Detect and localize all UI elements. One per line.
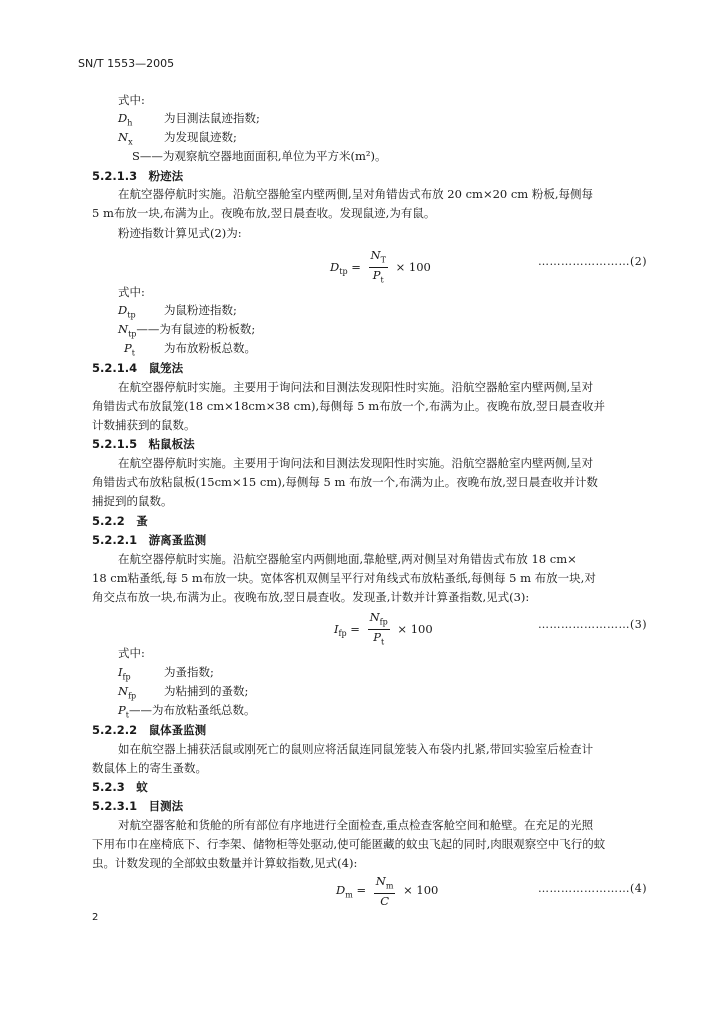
paragraph-line: 粉迹指数计算见式(2)为:: [118, 226, 242, 240]
variable-row: $I_{fp}$ 为蚤指数;: [118, 665, 214, 682]
variable-row: $P_t$ 为布放粉板总数。: [124, 341, 256, 358]
section-heading: 5.2.1.5 粘鼠板法: [92, 437, 195, 451]
equation-4: $D_m$ = $\frac{N_m}{C}$ × 100: [336, 874, 439, 909]
paragraph-line: 18 cm粘蚤纸,每 5 m布放一块。宽体客机双侧呈平行对角线式布放粘蚤纸,每侧每 5 m 布放一块,对: [92, 571, 596, 585]
section-heading: 5.2.1.4 鼠笼法: [92, 361, 184, 375]
paragraph-line: 在航空器停航时实施。沿航空器舱室内两側地面,靠舱壁,两对侧呈对角错齿式布放 18 cm×: [118, 552, 577, 566]
standard-number: SN/T 1553—2005: [78, 57, 175, 70]
section-heading: 5.2.1.3 粉迹法: [92, 169, 184, 183]
paragraph-line: 角交点布放一块,布满为止。夜晚布放,翌日晨查收。发现蚤,计数并计算蚤指数,见式(3):: [92, 590, 530, 604]
paragraph-line: 在航空器停航时实施。沿航空器舱室内壁两側,呈对角错齿式布放 20 cm×20 cm 粉板,每侧每: [118, 187, 594, 201]
paragraph-line: 在航空器停航时实施。主要用于询问法和目测法发现阳性时实施。沿航空器舱室内壁两侧,呈对: [118, 456, 594, 470]
section-heading: 5.2.2.1 游离蚤监测: [92, 533, 207, 547]
variable-row: $D_h$ 为目測法鼠迹指数;: [118, 111, 260, 128]
equation-number: ……………………(2): [538, 255, 648, 268]
paragraph-line: 捕捉到的鼠数。: [92, 494, 173, 508]
paragraph-line: 虫。计数发现的全部蚊虫数量并计算蚊指数,见式(4):: [92, 856, 358, 870]
paragraph-line: 数鼠体上的寄生蚤数。: [92, 761, 207, 775]
where-label: 式中:: [118, 285, 145, 299]
variable-row: $D_{tp}$ 为鼠粉迹指数;: [118, 303, 237, 320]
paragraph-line: 角错齿式布放鼠笼(18 cm×18cm×38 cm),每侧每 5 m布放一个,布满为止。夜晚布放,翌日晨查收并: [92, 399, 605, 413]
paragraph-line: 计数捕获到的鼠数。: [92, 418, 196, 432]
paragraph-line: 下用布巾在座椅底下、行李架、储物柜等处驱动,使可能匿藏的蚊虫飞起的同时,肉眼观察空中飞行的蚊: [92, 837, 606, 851]
where-label: 式中:: [118, 93, 145, 107]
section-heading: 5.2.3 蚊: [92, 780, 148, 794]
variable-row: $N_{tp}——$为有鼠迹的粉板数;: [118, 322, 256, 339]
section-heading: 5.2.2.2 鼠体蚤监测: [92, 723, 207, 737]
variable-row: S——为观察航空器地面面积,单位为平方米(m²)。: [132, 149, 387, 163]
equation-number: ……………………(4): [538, 882, 648, 895]
variable-row: $N_{fp}$ 为粘捕到的蚤数;: [118, 684, 249, 701]
variable-row: $P_t——$为布放粘蚤纸总数。: [118, 703, 256, 720]
paragraph-line: 如在航空器上捕获活鼠或刚死亡的鼠则应将活鼠连同鼠笼装入布袋内扎紧,带回实验室后检查计: [118, 742, 594, 756]
equation-3: $I_{fp}$ = $\frac{N_{fp}}{P_t}$ × 100: [334, 610, 433, 647]
section-heading: 5.2.3.1 目测法: [92, 799, 184, 813]
paragraph-line: 对航空器客舱和货舱的所有部位有序地进行全面检查,重点检查客舱空间和舱壁。在充足的光照: [118, 818, 594, 832]
variable-row: $N_x$ 为发现鼠迹数;: [118, 130, 237, 147]
section-heading: 5.2.2 蚤: [92, 514, 148, 528]
paragraph-line: 在航空器停航时实施。主要用于询问法和目测法发现阳性时实施。沿航空器舱室内壁两侧,呈对: [118, 380, 594, 394]
page-number: 2: [92, 912, 99, 923]
where-label: 式中:: [118, 646, 145, 660]
equation-2: $D_{tp}$ = $\frac{N_T}{P_t}$ × 100: [330, 248, 431, 285]
paragraph-line: 角错齿式布放粘鼠板(15cm×15 cm),每侧每 5 m 布放一个,布满为止。夜晚布放,翌日晨查收并计数: [92, 475, 598, 489]
equation-number: ……………………(3): [538, 618, 648, 631]
paragraph-line: 5 m布放一块,布满为止。夜晚布放,翌日晨查收。发现鼠迹,为有鼠。: [92, 206, 436, 220]
